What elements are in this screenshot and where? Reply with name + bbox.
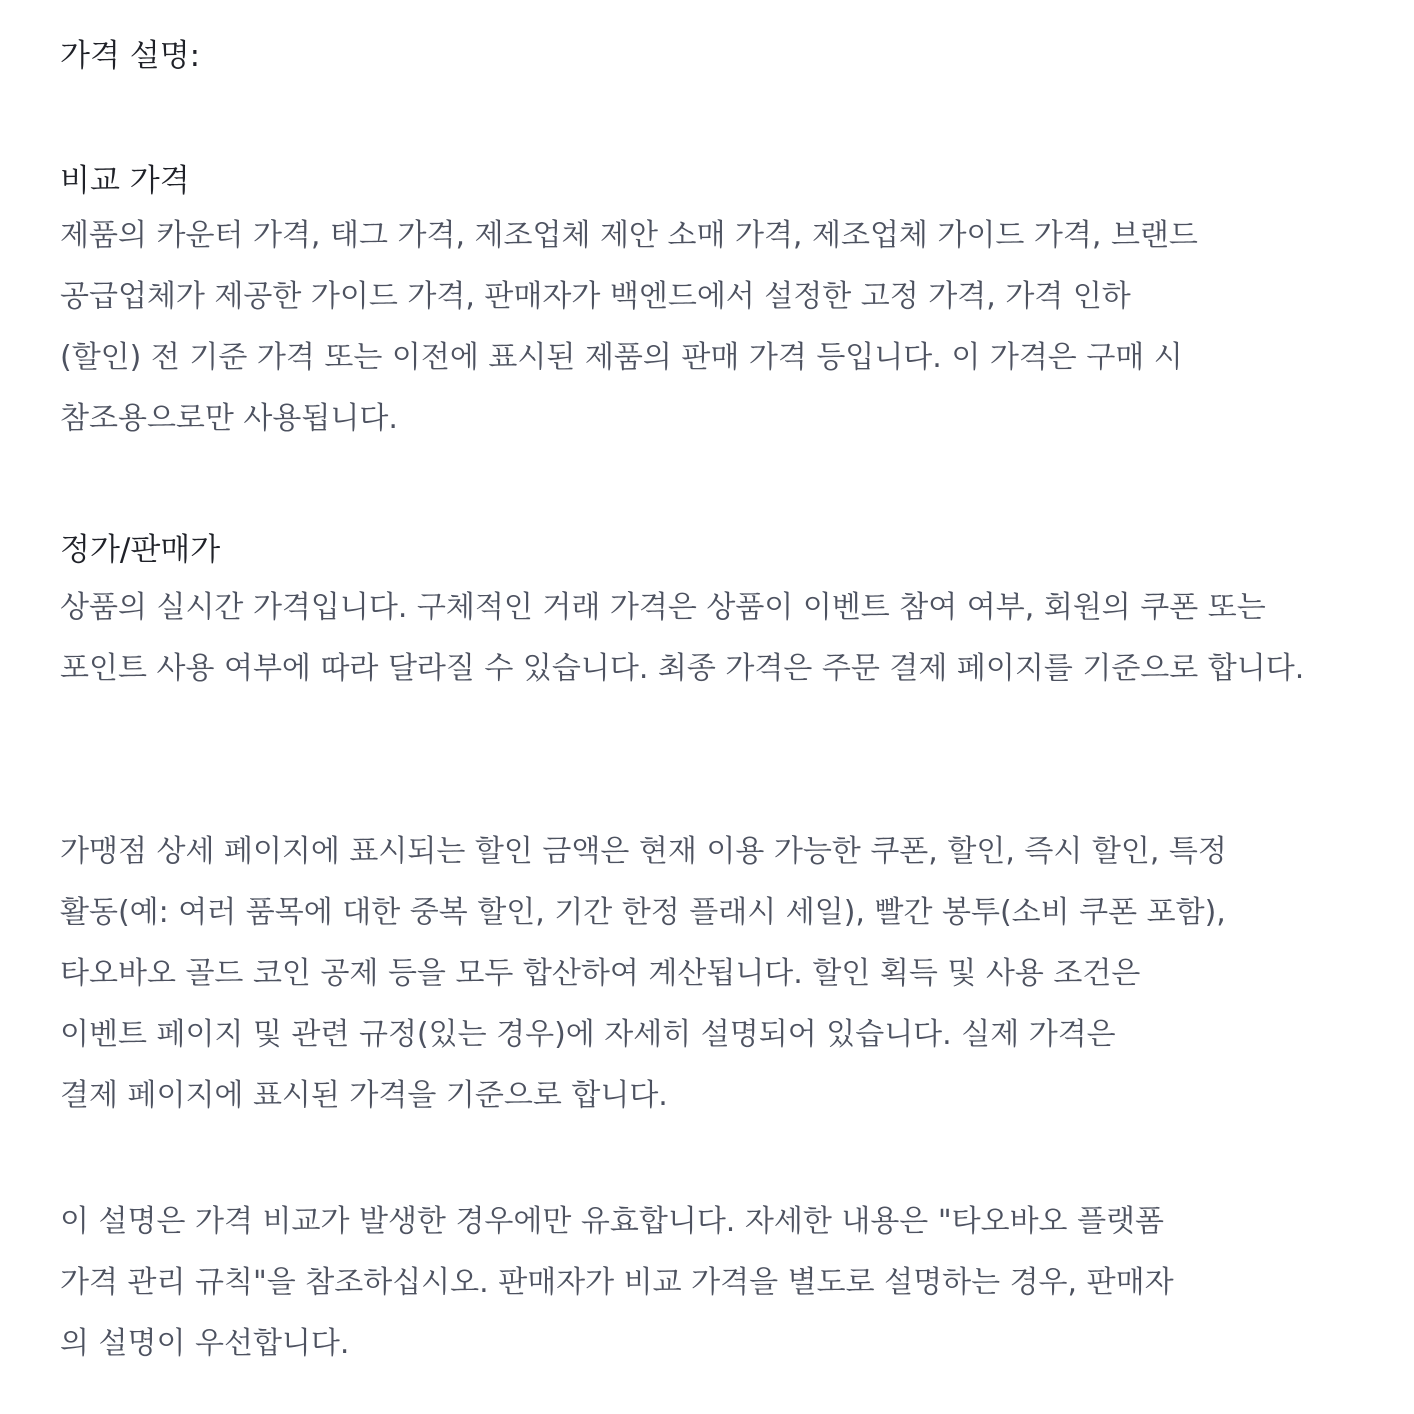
text-line: 의 설명이 우선합니다. <box>60 1326 350 1361</box>
section-body-comparison-price <box>60 205 1310 449</box>
document-title: 가격 설명: <box>60 38 201 74</box>
discount-amount-paragraph <box>60 821 1310 1126</box>
text-line: 타오바오 골드 코인 공제 등을 모두 합산하여 계산됩니다. 할인 획득 및 사용 조건은 <box>60 956 1141 991</box>
text-line: 참조용으로만 사용됩니다. <box>60 401 398 436</box>
text-line: 제품의 카운터 가격, 태그 가격, 제조업체 제안 소매 가격, 제조업체 가이드 가격, 브랜드 <box>60 218 1198 253</box>
text-line: 포인트 사용 여부에 따라 달라질 수 있습니다. 최종 가격은 주문 결제 페이지를 기준으로 합니다. <box>60 651 1305 686</box>
text-line: 공급업체가 제공한 가이드 가격, 판매자가 백엔드에서 설정한 고정 가격, 가격 인하 <box>60 279 1131 314</box>
validity-notice-paragraph <box>60 1191 1310 1374</box>
text-line: 활동(예: 여러 품목에 대한 중복 할인, 기간 한정 플래시 세일), 빨간 봉투(소비 쿠폰 포함), <box>60 895 1226 930</box>
section-heading-comparison-price: 비교 가격 <box>60 163 190 199</box>
text-line: 이 설명은 가격 비교가 발생한 경우에만 유효합니다. 자세한 내용은 "타오바오 플랫폼 <box>60 1204 1165 1239</box>
text-line: 가맹점 상세 페이지에 표시되는 할인 금액은 현재 이용 가능한 쿠폰, 할인, 즉시 할인, 특정 <box>60 834 1227 869</box>
text-line: (할인) 전 기준 가격 또는 이전에 표시된 제품의 판매 가격 등입니다. 이 가격은 구매 시 <box>60 340 1183 375</box>
text-line: 상품의 실시간 가격입니다. 구체적인 거래 가격은 상품이 이벤트 참여 여부, 회원의 쿠폰 또는 <box>60 590 1266 625</box>
text-line: 가격 관리 규칙"을 참조하십시오. 판매자가 비교 가격을 별도로 설명하는 경우, 판매자 <box>60 1265 1174 1300</box>
text-line: 결제 페이지에 표시된 가격을 기준으로 합니다. <box>60 1078 668 1113</box>
text-line: 이벤트 페이지 및 관련 규정(있는 경우)에 자세히 설명되어 있습니다. 실제 가격은 <box>60 1017 1116 1052</box>
section-body-list-sale-price <box>60 577 1310 699</box>
section-heading-list-sale-price: 정가/판매가 <box>60 532 221 568</box>
